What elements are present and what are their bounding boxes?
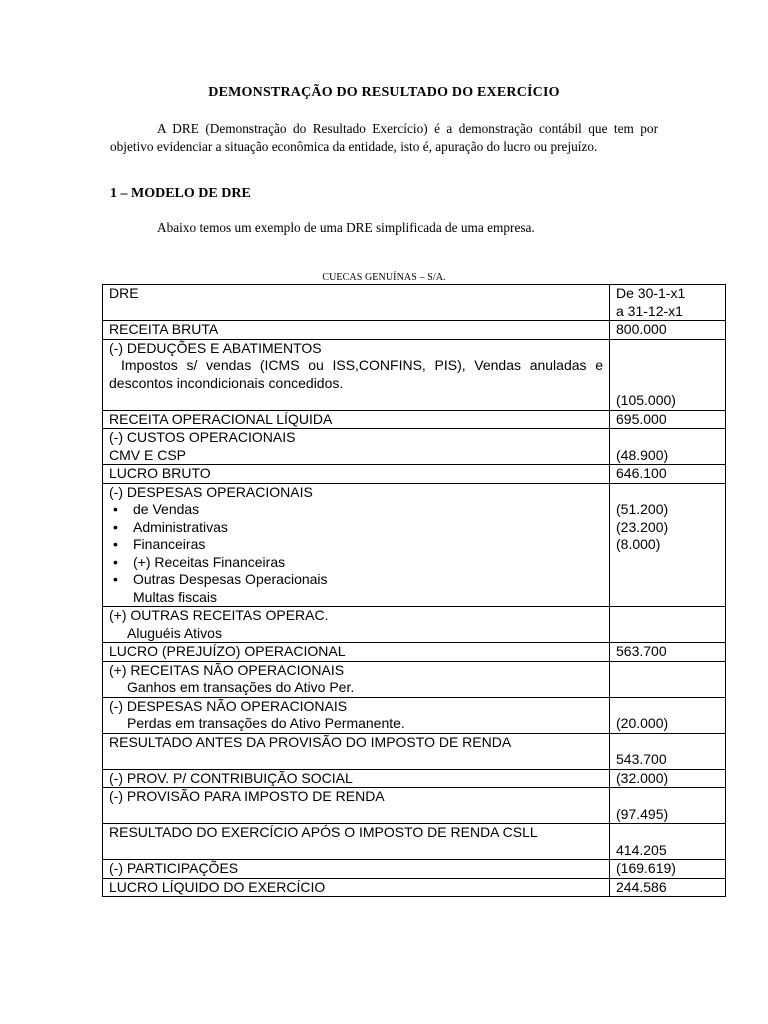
list-item: • (+) Receitas Financeiras — [109, 554, 603, 572]
table-row — [103, 465, 726, 484]
row-value-empty — [610, 607, 726, 643]
row-value-group — [610, 483, 726, 607]
dre-table — [102, 284, 726, 897]
row-label-group — [103, 339, 610, 410]
row-gap — [109, 751, 603, 769]
row-gap — [616, 484, 719, 502]
row-label-group — [103, 483, 610, 607]
row-value: 695.000 — [610, 410, 726, 429]
row-label: LUCRO (PREJUÍZO) OPERACIONAL — [103, 643, 610, 662]
header-period-line1: De 30-1-x1 — [616, 285, 686, 301]
section-heading: 1 – MODELO DE DRE — [110, 186, 251, 201]
row-value: 563.700 — [610, 643, 726, 662]
row-gap — [109, 392, 603, 410]
list-item: • Outras Despesas Operacionais — [109, 571, 603, 589]
row-label: LUCRO LÍQUIDO DO EXERCÍCIO — [103, 878, 610, 897]
list-item: • Administrativas — [109, 519, 603, 537]
row-detail: Multas fiscais — [133, 588, 218, 605]
example-paragraph: Abaixo temos um exemplo de uma DRE simplificada de uma empresa. — [157, 220, 535, 235]
header-period-line2: a 31-12-x1 — [616, 302, 683, 319]
list-item: • de Vendas — [109, 501, 603, 519]
table-row — [103, 483, 726, 607]
row-label: (-) DEDUÇÕES E ABATIMENTOS — [109, 339, 322, 356]
row-label: (+) OUTRAS RECEITAS OPERAC. — [109, 607, 329, 623]
row-label-group — [103, 697, 610, 733]
table-row — [103, 878, 726, 897]
row-value: (23.200) — [616, 518, 669, 535]
table-row — [103, 321, 726, 340]
row-value: (169.619) — [610, 860, 726, 879]
row-value: (51.200) — [616, 501, 669, 517]
table-row — [103, 733, 726, 769]
row-label-group — [103, 788, 610, 824]
table-row — [103, 429, 726, 465]
row-value: 800.000 — [610, 321, 726, 340]
table-row — [103, 769, 726, 788]
row-value: (48.900) — [610, 429, 726, 465]
row-label: RECEITA BRUTA — [103, 321, 610, 340]
row-label-group — [103, 733, 610, 769]
row-label: (+) RECEITAS NÃO OPERACIONAIS — [109, 661, 345, 678]
table-row — [103, 824, 726, 860]
row-label: RECEITA OPERACIONAL LÍQUIDA — [103, 410, 610, 429]
table-caption: CUECAS GENUÍNAS – S/A. — [322, 272, 446, 283]
row-detail: Perdas em transações do Ativo Permanente. — [127, 715, 405, 731]
row-label-group — [103, 429, 610, 465]
row-gap — [109, 842, 603, 860]
table-header-row — [103, 285, 726, 321]
row-label-group — [103, 824, 610, 860]
row-value: (8.000) — [616, 536, 661, 552]
table-row — [103, 410, 726, 429]
row-label: (-) PARTICIPAÇÕES — [103, 860, 610, 879]
row-label: (-) PROV. P/ CONTRIBUIÇÃO SOCIAL — [103, 769, 610, 788]
row-value: (97.495) — [610, 788, 726, 824]
table-row — [103, 697, 726, 733]
row-value: 414.205 — [610, 824, 726, 860]
intro-paragraph: A DRE (Demonstração do Resultado Exercício) é a demonstração contábil que tem por objetivo evidenciar a situação econômica da entidade, isto é, apuração do lucro ou prejuízo. — [110, 121, 658, 154]
row-detail: CMV E CSP — [109, 446, 187, 463]
row-label: (-) CUSTOS OPERACIONAIS — [109, 429, 296, 445]
row-value: 244.586 — [610, 878, 726, 897]
table-row — [103, 607, 726, 643]
expense-list — [109, 501, 603, 589]
row-gap — [109, 806, 603, 824]
row-value: (32.000) — [610, 769, 726, 788]
document-title: DEMONSTRAÇÃO DO RESULTADO DO EXERCÍCIO — [208, 85, 560, 100]
row-value: (20.000) — [610, 697, 726, 733]
row-detail: Aluguéis Ativos — [127, 624, 222, 641]
row-label: RESULTADO ANTES DA PROVISÃO DO IMPOSTO DE RENDA — [109, 733, 512, 750]
table-row — [103, 661, 726, 697]
list-item: • Financeiras — [109, 536, 603, 554]
row-value: (105.000) — [610, 339, 726, 410]
row-label: (-) DESPESAS OPERACIONAIS — [109, 483, 313, 500]
header-label: DRE — [103, 285, 610, 321]
table-row — [103, 339, 726, 410]
row-value: 646.100 — [610, 465, 726, 484]
table-row — [103, 860, 726, 879]
row-label: LUCRO BRUTO — [103, 465, 610, 484]
row-label-group — [103, 607, 610, 643]
row-label: (-) DESPESAS NÃO OPERACIONAIS — [109, 697, 348, 714]
table-row — [103, 788, 726, 824]
row-label-group — [103, 661, 610, 697]
table-row — [103, 643, 726, 662]
row-detail: Ganhos em transações do Ativo Per. — [127, 679, 355, 695]
row-label: (-) PROVISÃO PARA IMPOSTO DE RENDA — [109, 788, 385, 804]
row-value-empty — [610, 661, 726, 697]
row-label: RESULTADO DO EXERCÍCIO APÓS O IMPOSTO DE RENDA CSLL — [109, 824, 538, 840]
header-period — [610, 285, 726, 321]
row-value: 543.700 — [610, 733, 726, 769]
row-detail: Impostos s/ vendas (ICMS ou ISS,CONFINS, PIS), Vendas anuladas e descontos incondicionais concedidos. — [109, 357, 603, 391]
